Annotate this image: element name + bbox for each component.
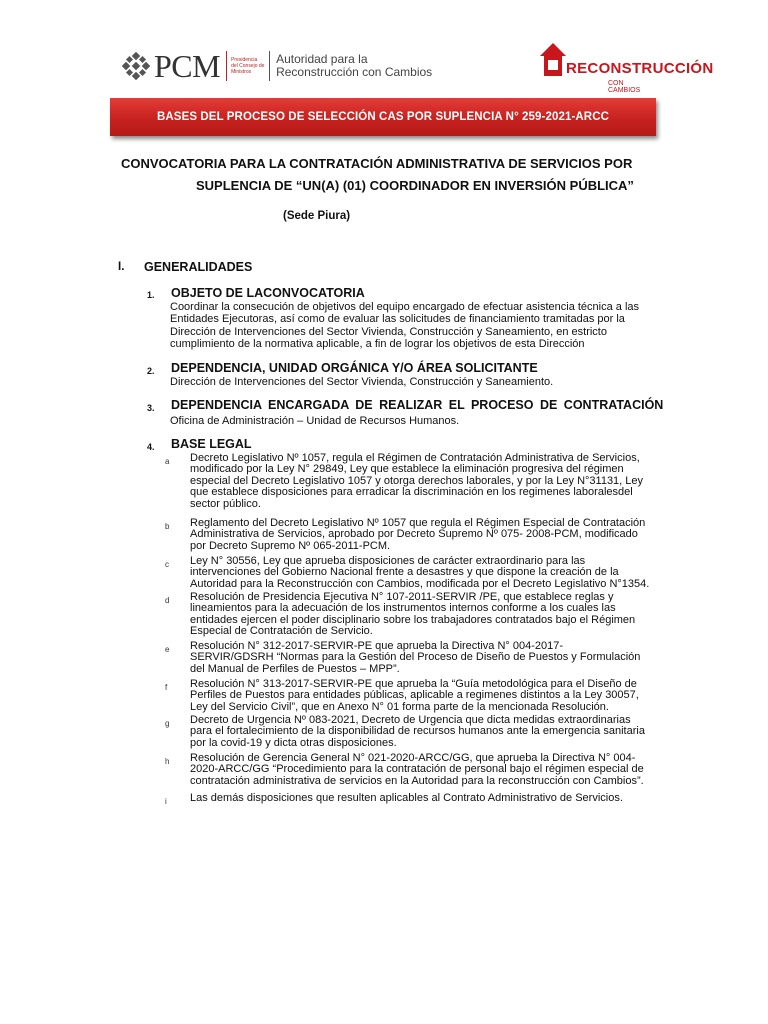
item-number: 3. bbox=[147, 403, 155, 413]
text-line: sector público. bbox=[190, 497, 261, 510]
item-number: 1. bbox=[147, 290, 155, 300]
pcm-small-text: Presidencia del Consejo de Ministros bbox=[231, 57, 265, 75]
list-item bbox=[190, 453, 664, 510]
banner-text: BASES DEL PROCESO DE SELECCIÓN CAS POR SUPLENCIA N° 259-2021-ARCC bbox=[156, 111, 610, 123]
text-line: para el fortalecimiento de la disponibilidad de recursos humanos ante la emergencia sanitaria bbox=[190, 725, 645, 738]
list-marker: e bbox=[165, 645, 170, 654]
text-line: Ley del Servicio Civil”, que en Anexo N° 01 forma parte de la mencionada Resolución. bbox=[190, 700, 609, 713]
text-line: Especial de Contratación de Servicio. bbox=[190, 625, 373, 638]
text-line: Resolución de Gerencia General N° 021-2020-ARCC/GG, que aprueba la Directiva N° 004- bbox=[190, 752, 636, 764]
sede-label: (Sede Piura) bbox=[283, 210, 351, 222]
list-marker: i bbox=[165, 797, 167, 806]
list-item bbox=[190, 592, 664, 638]
text-line: modificado por la Ley N° 29849, Ley que establece la eliminación progresiva del régimen bbox=[190, 463, 624, 476]
text-line: por la covid-19 y dicta otras disposiciones. bbox=[190, 736, 397, 749]
list-item bbox=[190, 679, 664, 713]
list-marker: h bbox=[165, 757, 170, 766]
list-marker: c bbox=[165, 560, 169, 569]
text-line: Oficina de Administración – Unidad de Recursos Humanos. bbox=[170, 415, 460, 427]
logo-divider bbox=[226, 51, 227, 81]
text-line: especial del Decreto Legislativo 1057 y otorga derechos laborales, y por la Ley N°31131, Ley bbox=[190, 474, 644, 487]
text-line: Dirección de Intervenciones del Sector Vivienda, Construcción y Saneamiento. bbox=[170, 376, 554, 388]
text-line: entidades ejercen el poder disciplinario sobre los trabajadores contratados bajo el Régimen bbox=[190, 613, 636, 626]
pcm-authority-line2: Reconstrucción con Cambios bbox=[276, 65, 433, 79]
text-line: Perfiles de Puestos para entidades públicas, aplicable a regimenes distintos a la Ley 30057, bbox=[190, 689, 639, 702]
text-line: intervenciones del Gobierno Nacional frente a desastres y que dispone la creación de la bbox=[190, 566, 619, 579]
list-item bbox=[190, 715, 664, 749]
text-line: por Decreto Supremo Nº 065-2011-PCM. bbox=[190, 539, 391, 552]
text-line: Las demás disposiciones que resulten aplicables al Contrato Administrativo de Servicios. bbox=[190, 792, 623, 804]
item-body bbox=[170, 376, 664, 388]
item-heading: OBJETO DE LACONVOCATORIA bbox=[171, 286, 365, 300]
list-marker: g bbox=[165, 719, 170, 728]
list-item bbox=[190, 793, 664, 804]
item-heading: DEPENDENCIA ENCARGADA DE REALIZAR EL PROCESO DE CONTRATACIÓN bbox=[171, 398, 664, 412]
text-line: Decreto Legislativo Nº 1057, regula el Régimen de Contratación Administrativa de Servicios, bbox=[190, 452, 640, 464]
text-line: Resolución N° 312-2017-SERVIR-PE que aprueba la Directiva N° 004-2017- bbox=[190, 640, 564, 652]
document-banner bbox=[110, 98, 656, 136]
list-item bbox=[190, 556, 664, 590]
title-line-1: CONVOCATORIA PARA LA CONTRATACIÓN ADMINISTRATIVA DE SERVICIOS POR bbox=[121, 156, 633, 171]
text-line: Decreto de Urgencia Nº 083-2021, Decreto de Urgencia que dicta medidas extraordinarias bbox=[190, 714, 631, 726]
logo-divider bbox=[269, 51, 270, 81]
house-icon bbox=[538, 40, 568, 78]
item-heading: BASE LEGAL bbox=[171, 437, 252, 451]
text-line: del Manual de Perfiles de Puestos – MPP”. bbox=[190, 662, 400, 675]
pcm-logo-text: PCM bbox=[154, 48, 221, 84]
text-line: contratación administrativa de servicios en la Autoridad para la reconstrucción con Cambios”. bbox=[190, 774, 644, 787]
list-item bbox=[190, 753, 664, 787]
list-marker: f bbox=[165, 683, 168, 692]
text-line: Administrativa de Servicios, aprobado por Decreto Supremo Nº 075- 2008-PCM, modificado bbox=[190, 528, 638, 541]
text-line: Entidades Ejecutoras, así como de evaluar las solicitudes de financiamiento tramitadas por la bbox=[170, 313, 625, 326]
list-marker: b bbox=[165, 522, 170, 531]
text-line: Reglamento del Decreto Legislativo Nº 1057 que regula el Régimen Especial de Contratación bbox=[190, 517, 646, 529]
text-line: que establece disposiciones para erradicar la discriminación en los regimenes laboralesdel bbox=[190, 486, 633, 499]
title-line-2: SUPLENCIA DE “UN(A) (01) COORDINADOR EN INVERSIÓN PÚBLICA” bbox=[196, 178, 634, 193]
pcm-emblem-icon bbox=[122, 52, 150, 80]
text-line: Coordinar la consecución de objetivos del equipo encargado de efectuar asistencia técnica a las bbox=[170, 301, 640, 313]
text-line: Resolución N° 313-2017-SERVIR-PE que aprueba la “Guía metodológica para el Diseño de bbox=[190, 678, 637, 690]
text-line: cumplimiento de la normativa aplicable, a fin de lograr los objetivos de esta Dirección bbox=[170, 338, 585, 351]
reconstruccion-logo bbox=[538, 40, 714, 94]
item-number: 4. bbox=[147, 442, 155, 452]
item-heading: DEPENDENCIA, UNIDAD ORGÁNICA Y/O ÁREA SOLICITANTE bbox=[171, 361, 538, 375]
text-line: Dirección de Intervenciones del Sector Vivienda, Construcción y Saneamiento, en estricto bbox=[170, 325, 607, 338]
text-line: Autoridad para la Reconstrucción con Cambios, modificada por el Decreto Legislativo N°1354. bbox=[190, 577, 650, 590]
list-item bbox=[190, 641, 664, 675]
pcm-authority-line1: Autoridad para la bbox=[276, 52, 368, 66]
text-line: 2020-ARCC/GG “Procedimiento para la contratación de personal bajo el régimen especial de bbox=[190, 763, 644, 776]
list-marker: a bbox=[165, 457, 170, 466]
item-body bbox=[170, 301, 664, 351]
item-number: 2. bbox=[147, 366, 155, 376]
text-line: SERVIR/GDSRH “Normas para la Gestión del Proceso de Diseño de Puestos y Formulación bbox=[190, 651, 641, 664]
item-body bbox=[170, 415, 664, 427]
reconstruccion-logo-word: RECONSTRUCCIÓN bbox=[566, 60, 714, 77]
list-item bbox=[190, 518, 664, 552]
pcm-logo bbox=[122, 46, 432, 86]
list-marker: d bbox=[165, 596, 170, 605]
section-number: I. bbox=[118, 261, 125, 273]
text-line: Ley N° 30556, Ley que aprueba disposiciones de carácter extraordinario para las bbox=[190, 555, 586, 567]
reconstruccion-logo-sub: CON CAMBIOS bbox=[608, 80, 641, 94]
text-line: lineamientos para la adecuación de los instrumentos internos conforme a los cuales las bbox=[190, 602, 616, 615]
pcm-authority-text bbox=[276, 53, 432, 79]
text-line: Resolución de Presidencia Ejecutiva N° 107-2011-SERVIR /PE, que establece reglas y bbox=[190, 591, 614, 603]
section-title: GENERALIDADES bbox=[144, 260, 253, 274]
